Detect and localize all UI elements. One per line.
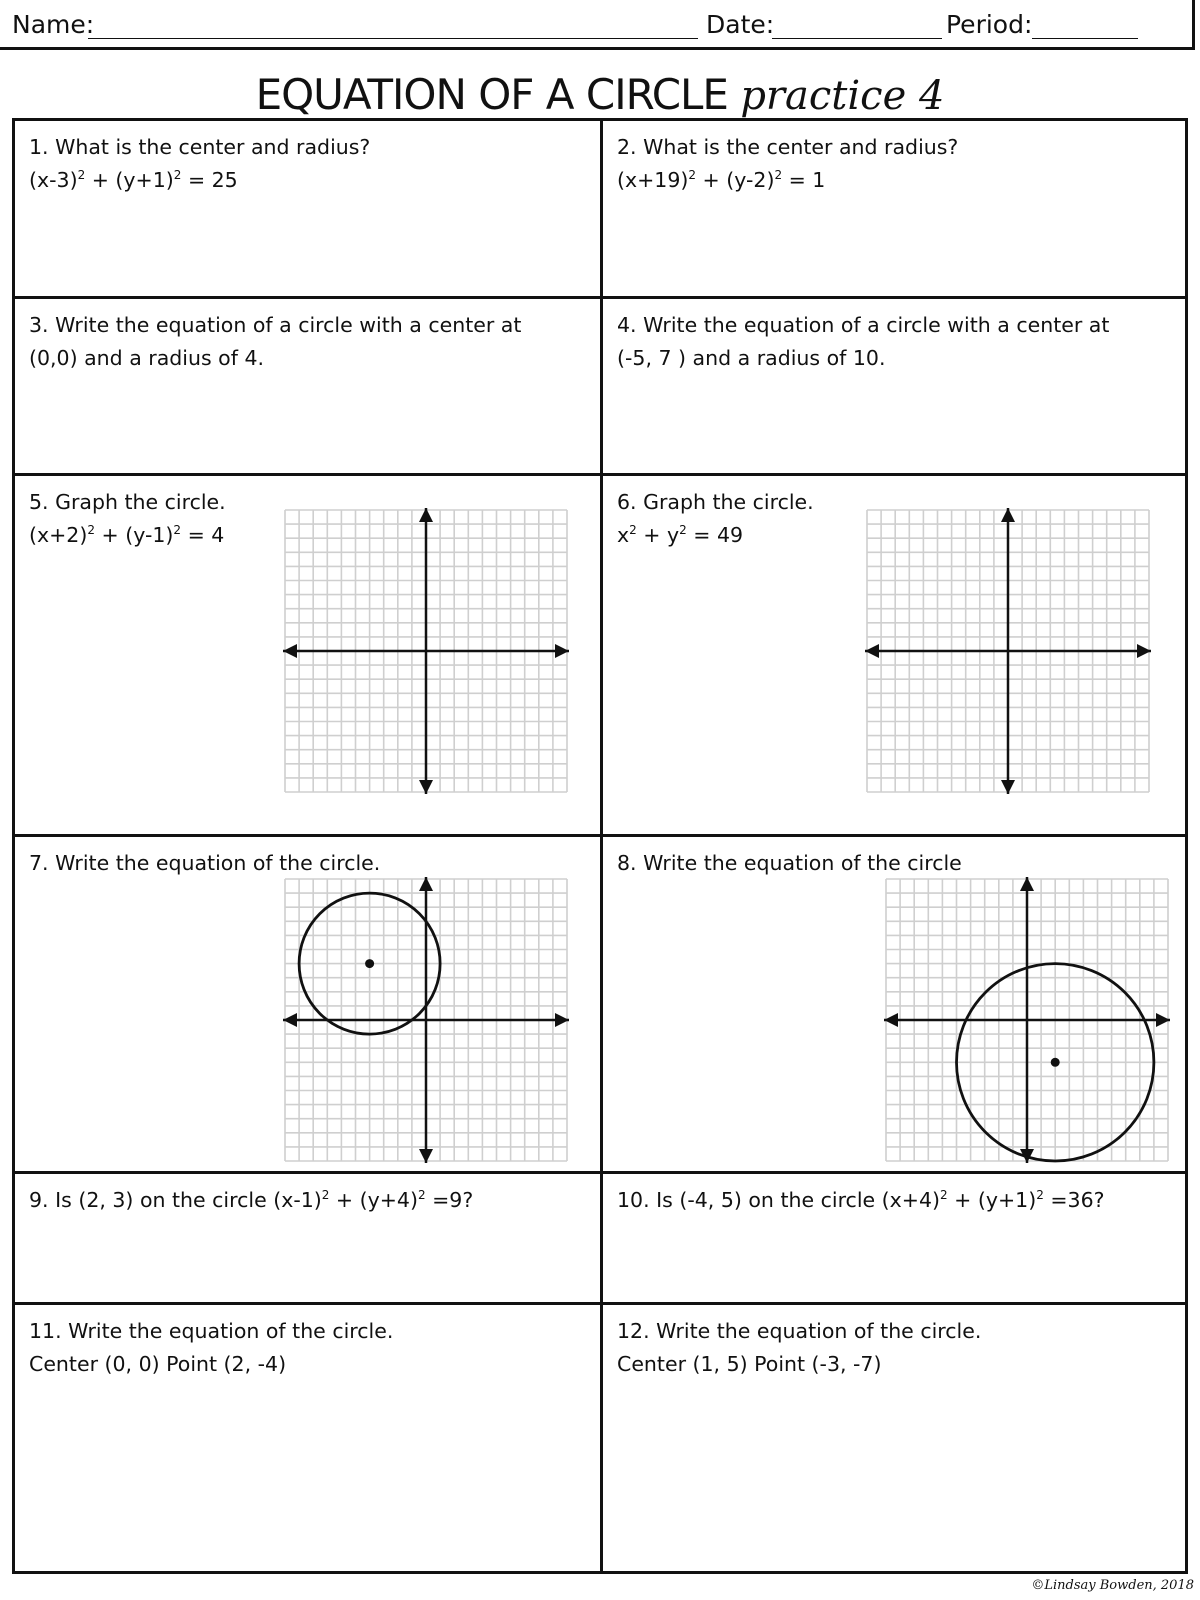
date-blank-line[interactable] xyxy=(772,38,942,39)
problem-12-question: 12. Write the equation of the circle. xyxy=(617,1319,982,1343)
problem-11-given: Center (0, 0) Point (2, -4) xyxy=(29,1352,287,1376)
problem-6-equation: $x^2 + y^2 = 49$ xyxy=(617,523,744,547)
problem-1-text xyxy=(29,131,370,197)
problem-12-cell xyxy=(603,1305,1185,1571)
problem-8-question: 8. Write the equation of the circle xyxy=(617,851,962,875)
problem-4-text xyxy=(617,309,1109,375)
problem-10-text: 10. Is (-4, 5) on the circle $(x+4)^2 + (y+1)^2 =36$? xyxy=(617,1188,1105,1212)
worksheet-title xyxy=(0,70,1200,121)
period-blank-line[interactable] xyxy=(1032,38,1138,39)
problem-2-equation: $(x+19)^2 + (y-2)^2 = 1$ xyxy=(617,168,826,192)
problem-8-cell xyxy=(603,837,1185,1174)
circle-center-point xyxy=(365,959,374,968)
problem-6-question: 6. Graph the circle. xyxy=(617,490,814,514)
problem-1-question: 1. What is the center and radius? xyxy=(29,135,371,159)
problem-5-cell xyxy=(15,476,603,837)
problem-2-cell xyxy=(603,121,1185,299)
problem-5-equation: $(x+2)^2 + (y-1)^2 = 4$ xyxy=(29,523,225,547)
problem-6-coordinate-plane[interactable] xyxy=(863,506,1153,796)
title-subtitle: practice 4 xyxy=(740,73,945,119)
problem-12-given: Center (1, 5) Point (-3, -7) xyxy=(617,1352,882,1376)
problem-2-text xyxy=(617,131,958,197)
header-bar xyxy=(0,0,1195,50)
problem-2-question: 2. What is the center and radius? xyxy=(617,135,959,159)
problem-6-cell xyxy=(603,476,1185,837)
name-blank-line[interactable] xyxy=(88,38,698,39)
problem-6-text xyxy=(617,486,814,552)
problem-12-text xyxy=(617,1315,981,1381)
problem-5-text xyxy=(29,486,226,552)
problem-1-equation: $(x-3)^2 + (y+1)^2 = 25$ xyxy=(29,168,238,192)
problem-grid xyxy=(12,118,1188,1574)
problem-7-cell xyxy=(15,837,603,1174)
problem-3-question-cont: (0,0) and a radius of 4. xyxy=(29,346,264,370)
problem-3-text xyxy=(29,309,521,375)
problem-11-question: 11. Write the equation of the circle. xyxy=(29,1319,394,1343)
problem-9-cell xyxy=(15,1174,603,1305)
problem-4-cell xyxy=(603,299,1185,476)
problem-4-question-cont: (-5, 7 ) and a radius of 10. xyxy=(617,346,886,370)
problem-3-cell xyxy=(15,299,603,476)
problem-8-coordinate-plane xyxy=(882,875,1172,1165)
problem-5-question: 5. Graph the circle. xyxy=(29,490,226,514)
problem-3-question: 3. Write the equation of a circle with a center at xyxy=(29,313,522,337)
problem-9-text: 9. Is (2, 3) on the circle $(x-1)^2 + (y+4)^2 =9$? xyxy=(29,1188,474,1212)
problem-10-cell xyxy=(603,1174,1185,1305)
date-label: Date: xyxy=(706,10,775,39)
problem-5-coordinate-plane[interactable] xyxy=(281,506,571,796)
copyright-footer: ©Lindsay Bowden, 2018 xyxy=(1031,1578,1194,1593)
problem-4-question: 4. Write the equation of a circle with a center at xyxy=(617,313,1110,337)
circle-center-point xyxy=(1051,1058,1060,1067)
problem-11-cell xyxy=(15,1305,603,1571)
period-label: Period: xyxy=(946,10,1033,39)
problem-11-text xyxy=(29,1315,393,1381)
problem-1-cell xyxy=(15,121,603,299)
problem-7-coordinate-plane xyxy=(281,875,571,1165)
title-main: EQUATION OF A CIRCLE xyxy=(255,70,728,119)
name-label: Name: xyxy=(12,10,95,39)
problem-7-question: 7. Write the equation of the circle. xyxy=(29,851,381,875)
